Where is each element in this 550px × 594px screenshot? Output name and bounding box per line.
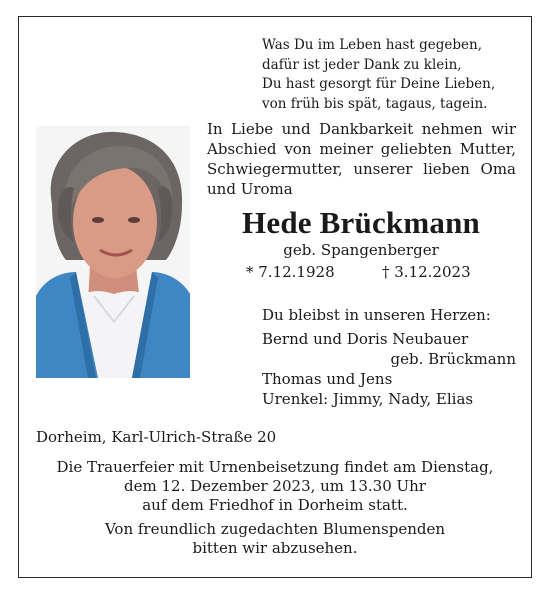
- mourner-entry: Bernd und Doris Neubauer: [262, 330, 469, 348]
- farewell-line: In Liebe und Dankbarkeit nehmen wir: [207, 120, 516, 138]
- poem-line: dafür ist jeder Dank zu klein,: [262, 56, 462, 73]
- farewell-line: Schwiegermutter, unserer lieben Oma: [207, 160, 516, 178]
- farewell-line: Abschied von meiner geliebten Mutter,: [207, 140, 516, 158]
- death-date: † 3.12.2023: [382, 263, 471, 281]
- mourners-heading: Du bleibst in unseren Herzen:: [262, 306, 491, 324]
- flowers-request: [36, 520, 514, 558]
- mourner-entry: Thomas und Jens: [262, 370, 393, 388]
- poem-line: Du hast gesorgt für Deine Lieben,: [262, 76, 496, 92]
- notice-line: Die Trauerfeier mit Urnenbeisetzung findet am Dienstag,: [56, 458, 494, 476]
- memorial-poem: [262, 36, 495, 114]
- notice-line: auf dem Friedhof in Dorheim statt.: [142, 496, 408, 514]
- farewell-text: [207, 119, 516, 199]
- mourners-list: [262, 305, 516, 409]
- farewell-line: und Uroma: [207, 180, 293, 198]
- portrait-photo: [36, 126, 190, 378]
- poem-line: von früh bis spät, tagaus, tagein.: [262, 95, 488, 112]
- request-line: Von freundlich zugedachten Blumenspenden: [104, 520, 446, 538]
- birth-date: * 7.12.1928: [246, 263, 335, 281]
- mourner-entry: geb. Brückmann: [390, 350, 516, 368]
- notice-line: dem 12. Dezember 2023, um 13.30 Uhr: [124, 477, 426, 495]
- maiden-name: geb. Spangenberger: [283, 241, 439, 259]
- request-line: bitten wir abzusehen.: [192, 539, 358, 557]
- funeral-notice: [36, 458, 514, 515]
- family-address: Dorheim, Karl-Ulrich-Straße 20: [36, 428, 277, 446]
- mourner-entry: Urenkel: Jimmy, Nady, Elias: [262, 390, 474, 408]
- deceased-name: Hede Brückmann: [242, 205, 480, 240]
- poem-line: Was Du im Leben hast gegeben,: [262, 37, 483, 53]
